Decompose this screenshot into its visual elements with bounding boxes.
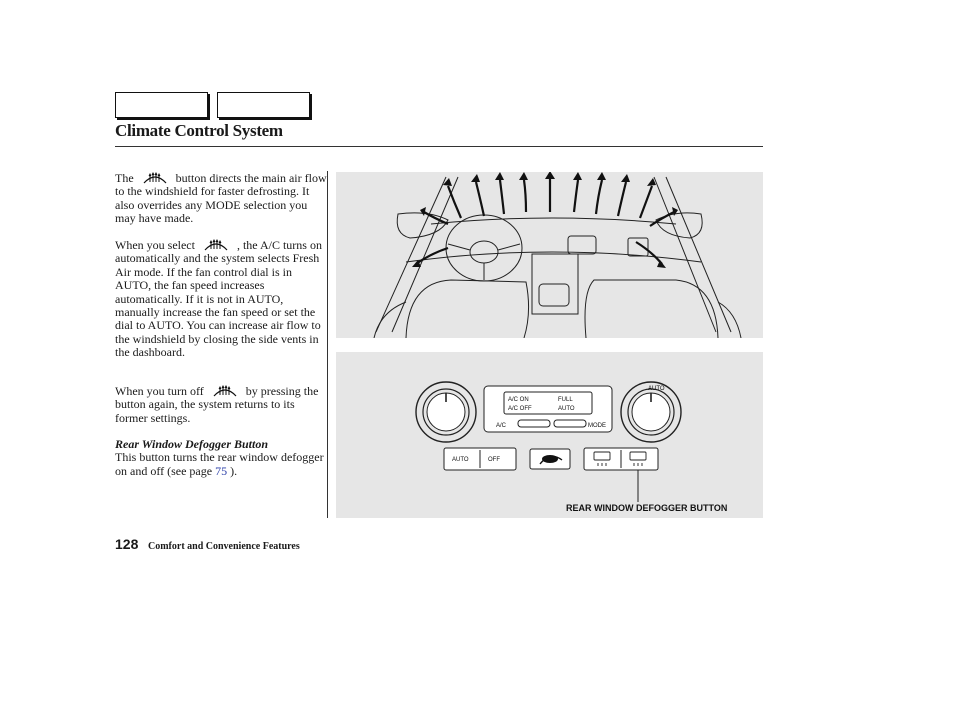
column-divider xyxy=(327,171,328,518)
auto-button[interactable]: AUTO xyxy=(452,457,469,463)
display-ac-off: A/C OFF xyxy=(508,406,532,412)
illustration-interior-airflow xyxy=(336,172,763,338)
page-reference-link[interactable]: 75 xyxy=(215,463,228,478)
paragraph-defrost: The button directs the main air flow to the windshield for faster defrosting. It also overrides any MODE selection you may have made. xyxy=(115,171,327,226)
windshield-defrost-icon xyxy=(212,385,238,397)
right-dial-auto-label: AUTO xyxy=(648,386,665,392)
paragraph-rear-defogger: Rear Window Defogger Button This button turns the rear window defogger on and off (see page 75 ). xyxy=(115,437,324,478)
windshield-defrost-icon xyxy=(142,172,168,184)
nav-tab-previous[interactable] xyxy=(115,92,208,118)
page-number: 128 xyxy=(115,536,139,552)
ac-label: A/C xyxy=(496,423,507,429)
title-rule xyxy=(115,146,763,147)
display-auto: AUTO xyxy=(558,406,575,412)
section-title: Comfort and Convenience Features xyxy=(148,541,300,552)
page-title: Climate Control System xyxy=(115,121,283,140)
windshield-defrost-icon xyxy=(203,239,229,251)
subheading-rear-defogger: Rear Window Defogger Button xyxy=(115,437,269,451)
paragraph-turn-off: When you turn off by pressing the button again, the system returns to its former settings. xyxy=(115,384,319,425)
control-panel-drawing xyxy=(336,352,763,518)
display-full: FULL xyxy=(558,397,573,403)
interior-airflow-drawing xyxy=(336,172,763,338)
paragraph-select: When you select , the A/C turns on automatically and the system selects Fresh Air mode. If the fan control dial is in AUTO, the fan speed increases automatically. If it is not in AUTO, manually increase the fan speed or set the dial to AUTO. You can increase air flow to the windshield by closing the side vents in the dashboard. xyxy=(115,238,322,360)
display-ac-on: A/C ON xyxy=(508,397,529,403)
callout-rear-defogger: REAR WINDOW DEFOGGER BUTTON xyxy=(566,503,728,513)
illustration-control-panel xyxy=(336,352,763,518)
nav-tab-next[interactable] xyxy=(217,92,310,118)
mode-label: MODE xyxy=(588,423,606,429)
off-button[interactable]: OFF xyxy=(488,457,500,463)
